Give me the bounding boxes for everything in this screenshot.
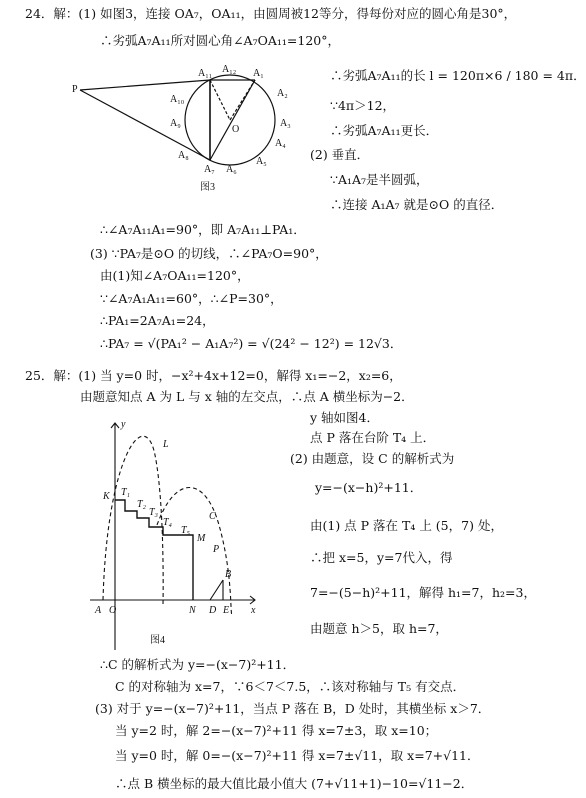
q25-line-6: y=−(x−h)²+11． xyxy=(315,480,423,495)
q25-line-16: ∴点 B 横坐标的最大值比最小值大 (7+√11+1)−10=√11−2． xyxy=(115,776,474,791)
q24-line-8: ∴连接 A₁A₇ 就是⊙O 的直径． xyxy=(330,197,504,212)
label-o: O xyxy=(232,124,240,135)
label-a9: A₉ xyxy=(170,118,181,129)
label-a11: A₁₁ xyxy=(198,68,213,79)
q25-line-5: (2) 由题意，设 C 的解析式为 xyxy=(290,451,455,466)
q24-line-7: ∵A₁A₇是半圆弧， xyxy=(330,172,429,187)
label-a7: A₇ xyxy=(204,164,215,175)
q25-line-14: 当 y=2 时，解 2=−(x−7)²+11 得 x=7±3，取 x=10； xyxy=(115,723,438,738)
label-b: B xyxy=(225,569,232,580)
label-p: P xyxy=(72,84,78,95)
q24-line-3: ∴劣弧A₇A₁₁的长 l = 120π×6 / 180 = 4π． xyxy=(330,68,586,83)
q24-line-9: ∴∠A₇A₁₁A₁=90°，即 A₇A₁₁⊥PA₁． xyxy=(100,222,306,237)
q25-line-13: (3) 对于 y=−(x−7)²+11，当点 P 落在 B，D 处时，其横坐标 x＞7． xyxy=(95,701,491,716)
q25-line-12: C 的对称轴为 x=7，∵6＜7＜7.5，∴该对称轴与 T₅ 有交点． xyxy=(115,679,466,694)
label-a: A xyxy=(95,605,102,616)
label-a10: A₁₀ xyxy=(170,94,185,105)
curve-l xyxy=(103,436,163,605)
label-y: y xyxy=(121,419,126,430)
label-a6: A₆ xyxy=(226,164,237,175)
q25-line-11: ∴C 的解析式为 y=−(x−7)²+11． xyxy=(100,657,296,672)
dash-o-a1 xyxy=(230,80,255,120)
label-p: P xyxy=(213,544,220,555)
q24-line-10: (3) ∵PA₇是⊙O 的切线，∴∠PA₇O=90°， xyxy=(90,246,328,261)
label-a3: A₃ xyxy=(280,118,291,129)
dash-a11-o xyxy=(210,80,230,120)
label-t5: T₅ xyxy=(181,525,191,536)
q24-line-4: ∵4π＞12， xyxy=(330,98,396,113)
q25-line-9: 7=−(5−h)²+11，解得 h₁=7，h₂=3， xyxy=(310,585,536,600)
label-x: x xyxy=(251,605,256,616)
q25-line-7: 由(1) 点 P 落在 T₄ 上 (5，7) 处， xyxy=(310,518,503,533)
label-l: L xyxy=(163,439,169,450)
line-p-a11 xyxy=(80,80,210,90)
label-c: C xyxy=(209,511,216,522)
label-n: N xyxy=(189,605,196,616)
figure-4-parabola-diagram xyxy=(85,415,275,650)
label-m: M xyxy=(197,533,206,544)
line-p-a7 xyxy=(80,90,210,160)
label-d: D xyxy=(209,605,217,616)
q24-line-5: ∴劣弧A₇A₁₁更长． xyxy=(330,123,439,138)
label-t4: T₄ xyxy=(163,517,173,528)
label-a5: A₅ xyxy=(256,156,267,167)
q25-line-10: 由题意 h＞5，取 h=7， xyxy=(310,621,448,636)
curve-c xyxy=(157,488,232,616)
label-a8: A₈ xyxy=(178,150,189,161)
label-a1: A₁ xyxy=(253,68,264,79)
line-d-b xyxy=(210,580,223,600)
label-t2: T₂ xyxy=(137,499,147,510)
q24-line-13: ∴PA₁=2A₇A₁=24， xyxy=(100,313,215,328)
q25-line-4: 点 P 落在台阶 T₄ 上． xyxy=(310,430,436,445)
label-a4: A₄ xyxy=(275,138,286,149)
q24-line-6: (2) 垂直． xyxy=(310,147,370,162)
q24-line-11: 由(1)知∠A₇OA₁₁=120°， xyxy=(100,268,250,283)
figure-3-caption: 图3 xyxy=(200,182,215,193)
label-a12: A₁₂ xyxy=(222,64,237,75)
q24-line-1: 24．解：(1) 如图3，连接 OA₇，OA₁₁，由圆周被12等分，得每份对应的圆心角是30°， xyxy=(25,6,517,21)
line-a1-a7 xyxy=(210,80,255,160)
label-t3: T₃ xyxy=(149,507,159,518)
label-o: O xyxy=(109,605,117,616)
q25-line-8: ∴把 x=5，y=7代入，得 xyxy=(310,550,453,565)
q25-line-1: 25．解：(1) 当 y=0 时，−x²+4x+12=0，解得 x₁=−2，x₂=6， xyxy=(25,368,402,383)
figure-4-caption: 图4 xyxy=(150,635,165,646)
q24-line-14: ∴PA₇ = √(PA₁² − A₁A₇²) = √(24² − 12²) = 12√3． xyxy=(100,336,403,351)
figure-3-circle-diagram xyxy=(70,60,310,205)
q25-line-3: y 轴如图4． xyxy=(310,410,379,425)
label-a2: A₂ xyxy=(277,88,288,99)
q25-line-2: 由题意知点 A 为 L 与 x 轴的左交点，∴点 A 横坐标为−2． xyxy=(80,389,414,404)
q24-line-12: ∵∠A₇A₁A₁₁=60°，∴∠P=30°， xyxy=(100,291,283,306)
label-k: K xyxy=(103,491,110,502)
label-t1: T₁ xyxy=(121,487,131,498)
q24-line-2: ∴劣弧A₇A₁₁所对圆心角∠A₇OA₁₁=120°， xyxy=(100,33,340,48)
label-e: E xyxy=(223,605,230,616)
q25-line-15: 当 y=0 时，解 0=−(x−7)²+11 得 x=7±√11，取 x=7+√11． xyxy=(115,748,480,763)
